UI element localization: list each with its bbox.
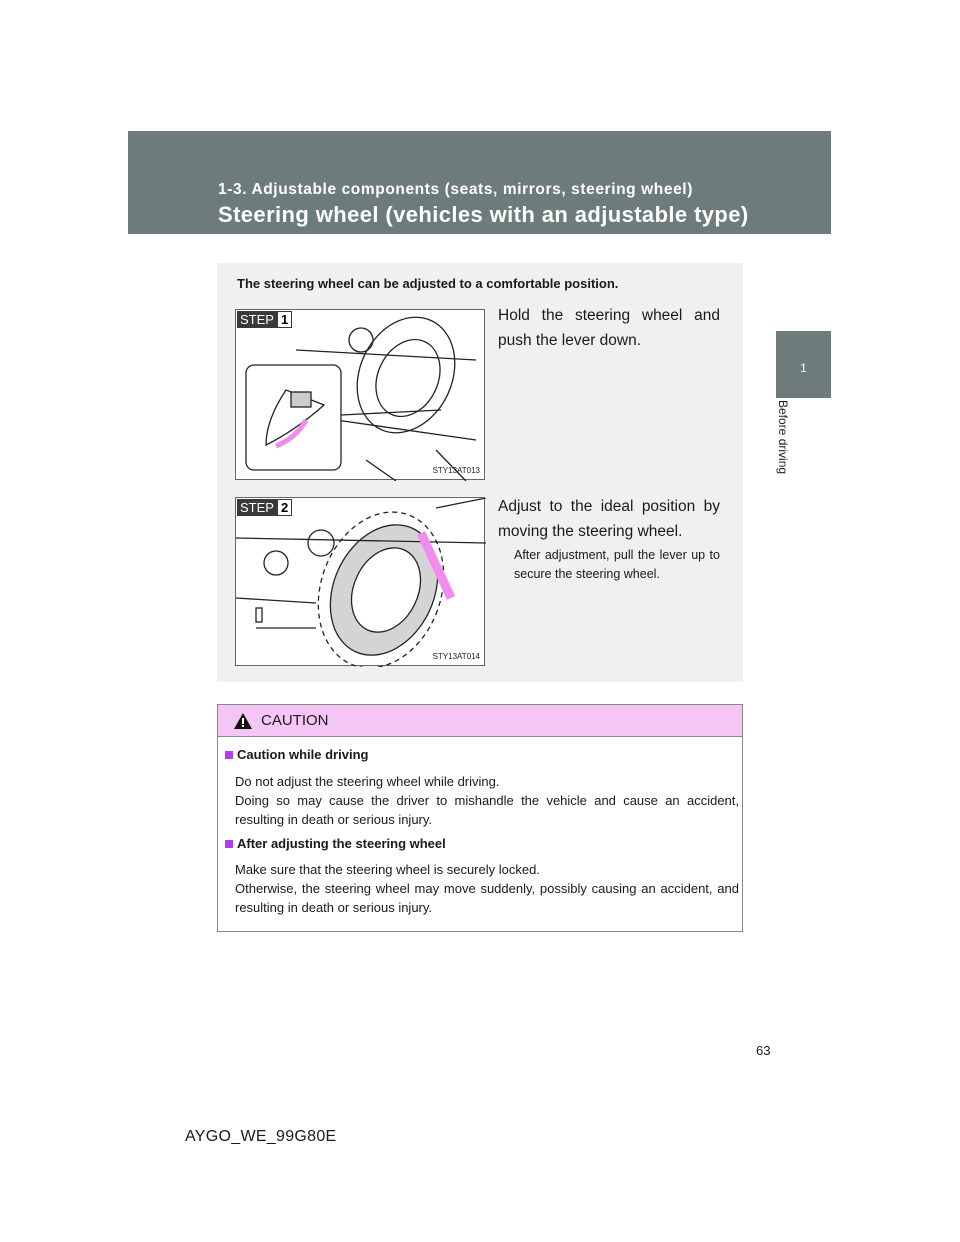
chapter-number: 1 — [800, 361, 807, 375]
chapter-label: Before driving — [776, 400, 790, 475]
step2-note: After adjustment, pull the lever up to secure the steering wheel. — [514, 548, 720, 581]
caution-text: Do not adjust the steering wheel while driving. Doing so may cause the driver to mishandle the vehicle and cause an accident, resulting in death or serious injury. — [235, 774, 739, 827]
page-number: 63 — [756, 1043, 771, 1058]
step2-illustration — [235, 497, 485, 666]
step-badge: STEP 2 — [237, 499, 292, 516]
caution-heading: After adjusting the steering wheel — [225, 836, 446, 851]
intro-text: The steering wheel can be adjusted to a comfortable position. — [237, 276, 619, 291]
step2-text: Adjust to the ideal position by moving the steering wheel. — [498, 498, 720, 540]
caution-heading: Caution while driving — [225, 747, 368, 762]
caution-header: CAUTION — [218, 705, 742, 737]
page-title: Steering wheel (vehicles with an adjustable type) — [218, 202, 749, 227]
step1-text: Hold the steering wheel and push the lever down. — [498, 307, 720, 349]
caution-text: Make sure that the steering wheel is securely locked. Otherwise, the steering wheel may move suddenly, possibly causing an accident, and resulting in death or serious injury. — [235, 862, 739, 915]
steering-lever-drawing — [236, 310, 486, 481]
steering-adjust-drawing — [236, 498, 486, 667]
bullet-icon — [225, 751, 233, 759]
document-code: AYGO_WE_99G80E — [185, 1128, 337, 1145]
section-title: 1-3. Adjustable components (seats, mirrors, steering wheel) — [218, 181, 693, 198]
step1-illustration — [235, 309, 485, 480]
step-badge: STEP 1 — [237, 311, 292, 328]
chapter-tab[interactable] — [776, 331, 831, 398]
figure-code: STY13AT014 — [432, 652, 480, 661]
caution-box — [217, 704, 743, 932]
warning-icon — [233, 712, 253, 730]
bullet-icon — [225, 840, 233, 848]
figure-code: STY13AT013 — [432, 466, 480, 475]
